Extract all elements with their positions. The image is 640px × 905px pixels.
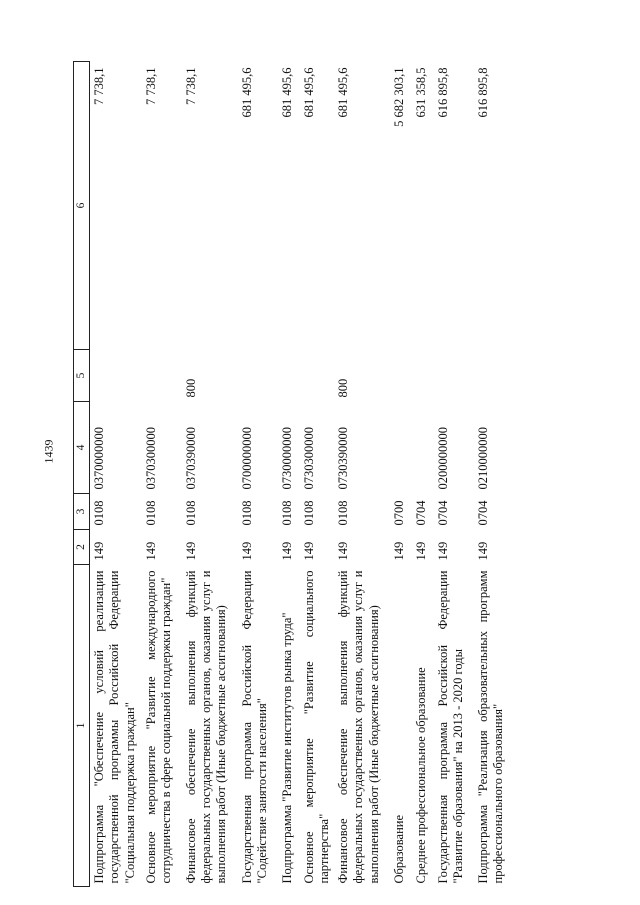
row-ved: 149	[476, 541, 490, 561]
row-vr: 800	[183, 378, 198, 398]
row-rz: 0108	[143, 500, 158, 526]
table-row	[142, 62, 182, 887]
row-name: Подпрограмма "Реализация образовательных программ профессионального образования"	[476, 570, 506, 884]
row-sum: 631 358,5	[414, 67, 428, 118]
row-vr	[300, 350, 335, 402]
row-name: Государственная программа Российской Федерации "Содействие занятости населения"	[239, 570, 269, 884]
page-number: 1439	[41, 439, 56, 464]
row-csr	[390, 402, 412, 494]
row-rz: 0704	[476, 500, 490, 526]
row-vr	[238, 350, 278, 402]
row-csr: 0730300000	[301, 427, 316, 490]
row-vr	[390, 350, 412, 402]
row-name: Финансовое обеспечение выполнения функций федеральных государственных органов, оказания услуг и выполнения работ (Иные бюджетные ассигнования)	[183, 570, 228, 884]
row-rz: 0108	[279, 500, 294, 526]
table-row	[278, 62, 300, 887]
row-sum: 681 495,6	[336, 67, 350, 118]
row-csr: 0730390000	[336, 427, 350, 490]
row-name: Основное мероприятие "Развитие социального партнерства"	[301, 570, 331, 884]
header-col-2: 2	[74, 530, 90, 565]
row-name: Подпрограмма "Обеспечение условий реализации государственной программы Российской Федерации "Социальная поддержка граждан"	[92, 570, 137, 884]
row-csr: 0700000000	[239, 427, 254, 490]
row-csr: 0200000000	[436, 427, 450, 490]
row-csr: 0370390000	[183, 427, 198, 490]
header-col-5: 5	[74, 350, 90, 402]
row-ved: 149	[239, 541, 254, 561]
row-ved: 149	[183, 541, 198, 561]
row-rz: 0704	[414, 500, 428, 526]
table-row	[90, 62, 142, 887]
row-rz: 0108	[183, 500, 198, 526]
row-rz: 0108	[92, 500, 106, 526]
row-vr	[474, 350, 514, 402]
row-name: Финансовое обеспечение выполнения функций федеральных государственных органов, оказания услуг и выполнения работ (Иные бюджетные ассигнования)	[336, 570, 381, 884]
row-csr: 0370000000	[92, 427, 106, 490]
row-vr: 800	[336, 378, 350, 398]
row-vr	[412, 350, 434, 402]
row-sum: 681 495,6	[301, 67, 316, 118]
header-col-6: 6	[74, 62, 90, 350]
row-ved: 149	[436, 541, 450, 561]
row-rz: 0108	[336, 500, 350, 526]
table-row	[390, 62, 412, 887]
row-csr: 0370300000	[143, 427, 158, 490]
row-sum: 7 738,1	[183, 67, 198, 105]
table-row	[300, 62, 335, 887]
header-col-4: 4	[74, 402, 90, 494]
table-row	[182, 62, 238, 887]
row-rz: 0108	[301, 500, 316, 526]
row-sum: 681 495,6	[279, 67, 294, 118]
row-sum: 5 682 303,1	[392, 67, 406, 127]
row-ved: 149	[279, 541, 294, 561]
rotated-table-wrapper	[73, 62, 596, 887]
row-vr	[142, 350, 182, 402]
row-csr: 0210000000	[476, 427, 490, 490]
budget-table	[73, 61, 514, 887]
row-ved: 149	[414, 541, 428, 561]
table-row	[238, 62, 278, 887]
row-ved: 149	[92, 541, 106, 561]
row-csr	[412, 402, 434, 494]
table-row	[334, 62, 390, 887]
row-ved: 149	[392, 541, 406, 561]
row-name: Среднее профессиональное образование	[414, 667, 428, 884]
row-rz: 0704	[436, 500, 450, 526]
row-sum: 616 895,8	[436, 67, 450, 118]
header-col-3: 3	[74, 494, 90, 530]
row-sum: 7 738,1	[92, 67, 106, 105]
row-csr: 0730000000	[279, 427, 294, 490]
row-vr	[278, 350, 300, 402]
table-row	[434, 62, 474, 887]
row-ved: 149	[301, 541, 316, 561]
row-name: Государственная программа Российской Федерации "Развитие образования" на 2013 - 2020 годы	[436, 570, 466, 884]
row-rz: 0108	[239, 500, 254, 526]
row-name: Образование	[392, 814, 406, 884]
row-vr	[90, 350, 142, 402]
table-row	[474, 62, 514, 887]
row-ved: 149	[336, 541, 350, 561]
header-row	[74, 62, 90, 887]
row-vr	[434, 350, 474, 402]
header-col-1: 1	[74, 565, 90, 887]
row-name: Основное мероприятие "Развитие международного сотрудничества в сфере социальной поддержки граждан"	[143, 570, 173, 884]
table-row	[412, 62, 434, 887]
row-name: Подпрограмма "Развитие институтов рынка труда"	[279, 612, 294, 884]
row-sum: 616 895,8	[476, 67, 490, 118]
row-ved: 149	[143, 541, 158, 561]
row-sum: 7 738,1	[143, 67, 158, 105]
row-sum: 681 495,6	[239, 67, 254, 118]
row-rz: 0700	[392, 500, 406, 526]
